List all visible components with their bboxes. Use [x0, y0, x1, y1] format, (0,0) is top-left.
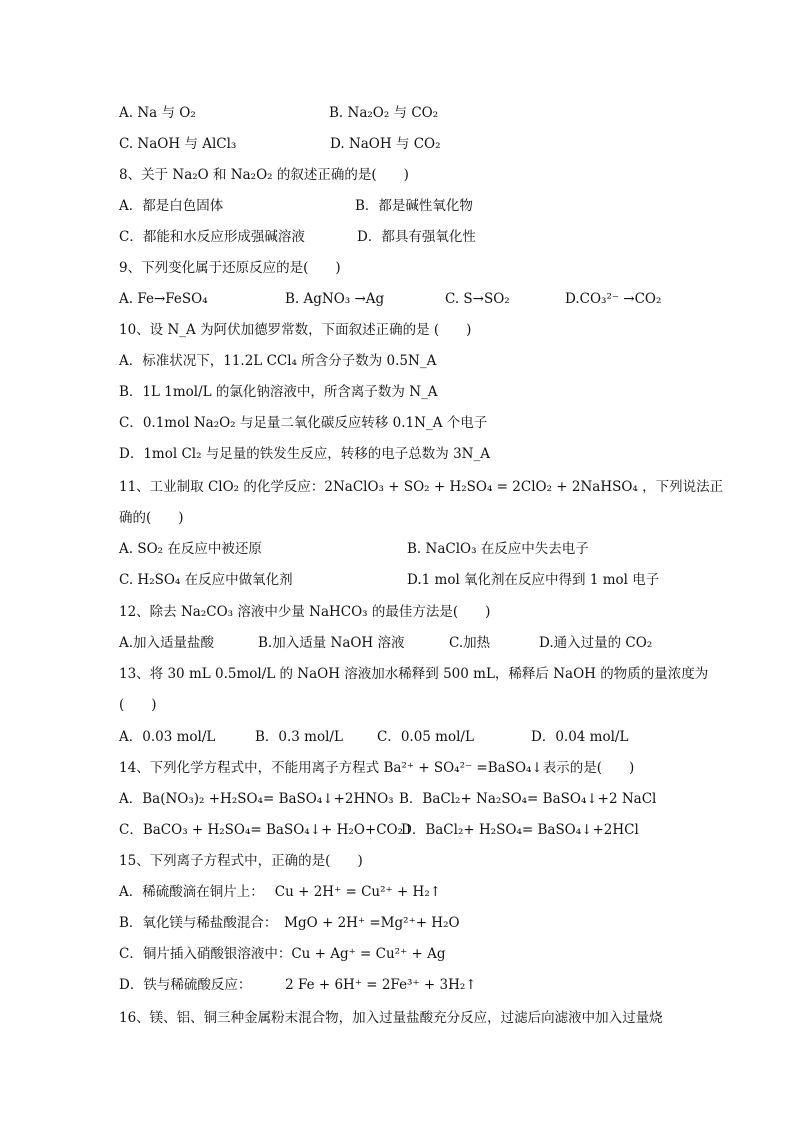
q11-stem-line1: 11、工业制取 ClO₂ 的化学反应：2NaClO₃ + SO₂ + H₂SO₄ = 2ClO₂ + 2NaHSO₄ ，下列说法正 — [119, 479, 724, 495]
q10-option-a: A．标准状况下，11.2L CCl₄ 所含分子数为 0.5N_A — [119, 353, 437, 369]
q13-option-a: A．0.03 mol/L — [119, 729, 216, 745]
q8-option-a: A．都是白色固体 — [119, 198, 224, 214]
q13-stem-line1: 13、将 30 mL 0.5mol/L 的 NaOH 溶液加水稀释到 500 mL，稀释后 NaOH 的物质的量浓度为 — [119, 666, 709, 682]
q13-option-c: C．0.05 mol/L — [377, 729, 474, 745]
q13-option-b: B．0.3 mol/L — [255, 729, 343, 745]
q9-option-d: D.CO₃²⁻ →CO₂ — [565, 291, 662, 307]
q15-option-d: D．铁与稀硫酸反应： 2 Fe + 6H⁺ = 2Fe³⁺ + 3H₂↑ — [119, 977, 477, 993]
q13-option-d: D．0.04 mol/L — [531, 729, 629, 745]
q12-option-b: B.加入适量 NaOH 溶液 — [258, 635, 405, 651]
q7-option-c: C. NaOH 与 AlCl₃ — [119, 136, 237, 152]
q14-stem: 14、下列化学方程式中，不能用离子方程式 Ba²⁺ + SO₄²⁻ =BaSO₄↓表示的是( ) — [119, 760, 635, 776]
q11-stem-line2: 确的( ) — [119, 510, 184, 526]
q9-stem: 9、下列变化属于还原反应的是( ) — [119, 260, 341, 276]
q9-option-a: A. Fe→FeSO₄ — [119, 291, 208, 307]
q13-stem-line2: ( ) — [119, 697, 157, 713]
q8-option-c: C．都能和水反应形成强碱溶液 — [119, 229, 305, 245]
q9-option-c: C. S→SO₂ — [445, 291, 510, 307]
q10-option-d: D．1mol Cl₂ 与足量的铁发生反应，转移的电子总数为 3N_A — [119, 446, 490, 462]
q8-stem: 8、关于 Na₂O 和 Na₂O₂ 的叙述正确的是( ) — [119, 167, 409, 183]
q15-stem: 15、下列离子方程式中，正确的是( ) — [119, 853, 363, 869]
q15-option-b: B．氧化镁与稀盐酸混合： MgO + 2H⁺ =Mg²⁺+ H₂O — [119, 915, 460, 931]
q10-stem: 10、设 N_A 为阿伏加德罗常数，下面叙述正确的是 ( ) — [119, 322, 472, 338]
q12-option-d: D.通入过量的 CO₂ — [539, 635, 653, 651]
q11-option-c: C. H₂SO₄ 在反应中做氧化剂 — [119, 572, 293, 588]
q10-option-c: C．0.1mol Na₂O₂ 与足量二氧化碳反应转移 0.1N_A 个电子 — [119, 415, 488, 431]
q15-option-a: A．稀硫酸滴在铜片上： Cu + 2H⁺ = Cu²⁺ + H₂↑ — [119, 884, 442, 900]
q7-option-a: A. Na 与 O₂ — [119, 105, 196, 121]
q7-option-b: B. Na₂O₂ 与 CO₂ — [329, 105, 439, 121]
q8-option-d: D．都具有强氧化性 — [357, 229, 476, 245]
q15-option-c: C．铜片插入硝酸银溶液中：Cu + Ag⁺ = Cu²⁺ + Ag — [119, 946, 446, 962]
q10-option-b: B．1L 1mol/L 的氯化钠溶液中，所含离子数为 N_A — [119, 384, 438, 400]
q12-option-a: A.加入适量盐酸 — [119, 635, 215, 651]
q11-option-a: A. SO₂ 在反应中被还原 — [119, 541, 262, 557]
q12-stem: 12、除去 Na₂CO₃ 溶液中少量 NaHCO₃ 的最佳方法是( ) — [119, 604, 491, 620]
q14-option-d: D．BaCl₂+ H₂SO₄= BaSO₄↓+2HCl — [401, 822, 639, 838]
q11-option-d: D.1 mol 氧化剂在反应中得到 1 mol 电子 — [407, 572, 660, 588]
q8-option-b: B．都是碱性氧化物 — [355, 198, 473, 214]
q14-option-b: B．BaCl₂+ Na₂SO₄= BaSO₄↓+2 NaCl — [399, 791, 657, 807]
q7-option-d: D. NaOH 与 CO₂ — [330, 136, 441, 152]
q11-option-b: B. NaClO₃ 在反应中失去电子 — [407, 541, 589, 557]
q14-option-c: C．BaCO₃ + H₂SO₄= BaSO₄↓+ H₂O+CO₂↑ — [119, 822, 415, 838]
q14-option-a: A．Ba(NO₃)₂ +H₂SO₄= BaSO₄↓+2HNO₃ — [119, 791, 394, 807]
q16-stem-line1: 16、镁、铝、铜三种金属粉末混合物，加入过量盐酸充分反应，过滤后向滤液中加入过量烧 — [119, 1010, 663, 1026]
q9-option-b: B. AgNO₃ →Ag — [285, 291, 385, 307]
q12-option-c: C.加热 — [449, 635, 491, 651]
